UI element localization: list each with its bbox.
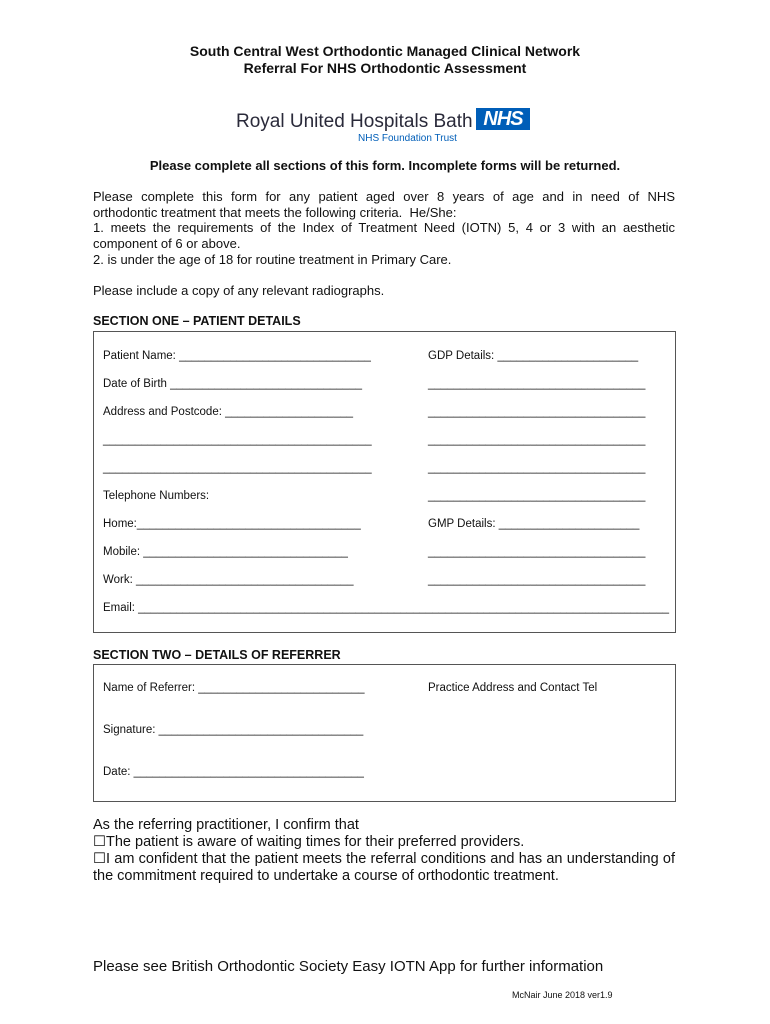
gdp-details-field[interactable]: GDP Details: ______________________ [428,350,639,362]
gdp-line4-field[interactable]: __________________________________ [428,434,646,446]
patient-details-box [93,331,676,633]
section-two-heading: SECTION TWO – DETAILS OF REFERRER [93,648,341,662]
nhs-logo-icon: NHS [476,108,530,130]
mobile-phone-field[interactable]: Mobile: ________________________________ [103,546,348,558]
signature-field[interactable]: Signature: ________________________________ [103,724,364,736]
section-one-heading: SECTION ONE – PATIENT DETAILS [93,314,301,328]
intro-line2: orthodontic treatment that meets the following criteria. He/She: [93,205,457,220]
confirm-item-referral-conditions-label: I am confident that the patient meets the referral conditions and has an understanding of the commitment required to undertake a course of orthodontic treatment. [93,851,675,884]
address-line3-field[interactable]: __________________________________________ [103,462,372,474]
confirmation-intro: As the referring practitioner, I confirm that [93,817,359,833]
date-field[interactable]: Date: ____________________________________ [103,766,364,778]
gdp-line3-field[interactable]: __________________________________ [428,406,646,418]
confirm-item-waiting-times-label: The patient is aware of waiting times for their preferred providers. [106,834,525,850]
hospital-name: Royal United Hospitals Bath [236,111,473,132]
gmp-line3-field[interactable]: __________________________________ [428,574,646,586]
gmp-line2-field[interactable]: __________________________________ [428,546,646,558]
intro-criteria-1-cont: component of 6 or above. [93,236,241,251]
gmp-details-field[interactable]: GMP Details: ______________________ [428,518,640,530]
telephone-label: Telephone Numbers: [103,490,210,502]
iotn-app-note: Please see British Orthodontic Society Easy IOTN App for further information [93,958,604,975]
referrer-name-field[interactable]: Name of Referrer: __________________________ [103,682,365,694]
checkbox-waiting-times[interactable]: ☐ [93,834,106,850]
confirm-item-waiting-times [93,834,524,850]
radiographs-note: Please include a copy of any relevant radiographs. [93,283,385,298]
form-title-line1: South Central West Orthodontic Managed Clinical Network [189,43,581,59]
email-field[interactable]: Email: ___________________________________________________________________________________ [103,602,669,614]
address-line2-field[interactable]: __________________________________________ [103,434,372,446]
practice-address-label: Practice Address and Contact Tel [428,682,598,694]
form-instruction: Please complete all sections of this form. Incomplete forms will be returned. [149,158,621,173]
version-label: McNair June 2018 ver1.9 [512,990,613,1000]
gdp-line5-field[interactable]: __________________________________ [428,462,646,474]
intro-line1: Please complete this form for any patient aged over 8 years of age and in need of NHS [93,189,675,204]
home-phone-field[interactable]: Home:___________________________________ [103,518,361,530]
checkbox-referral-conditions[interactable]: ☐ [93,851,106,867]
intro-criteria-2: 2. is under the age of 18 for routine treatment in Primary Care. [93,252,452,267]
form-title-line2: Referral For NHS Orthodontic Assessment [243,60,527,76]
confirm-item-referral-conditions [93,851,675,885]
intro-criteria-1: 1. meets the requirements of the Index of Treatment Need (IOTN) 5, 4 or 3 with an aesthetic [93,220,675,235]
work-phone-field[interactable]: Work: __________________________________ [103,574,354,586]
patient-name-field[interactable]: Patient Name: ______________________________ [103,350,371,362]
address-field[interactable]: Address and Postcode: ____________________ [103,406,354,418]
gdp-line2-field[interactable]: __________________________________ [428,378,646,390]
gdp-line6-field[interactable]: __________________________________ [428,490,646,502]
date-of-birth-field[interactable]: Date of Birth ______________________________ [103,378,362,390]
trust-name: NHS Foundation Trust [358,133,457,144]
